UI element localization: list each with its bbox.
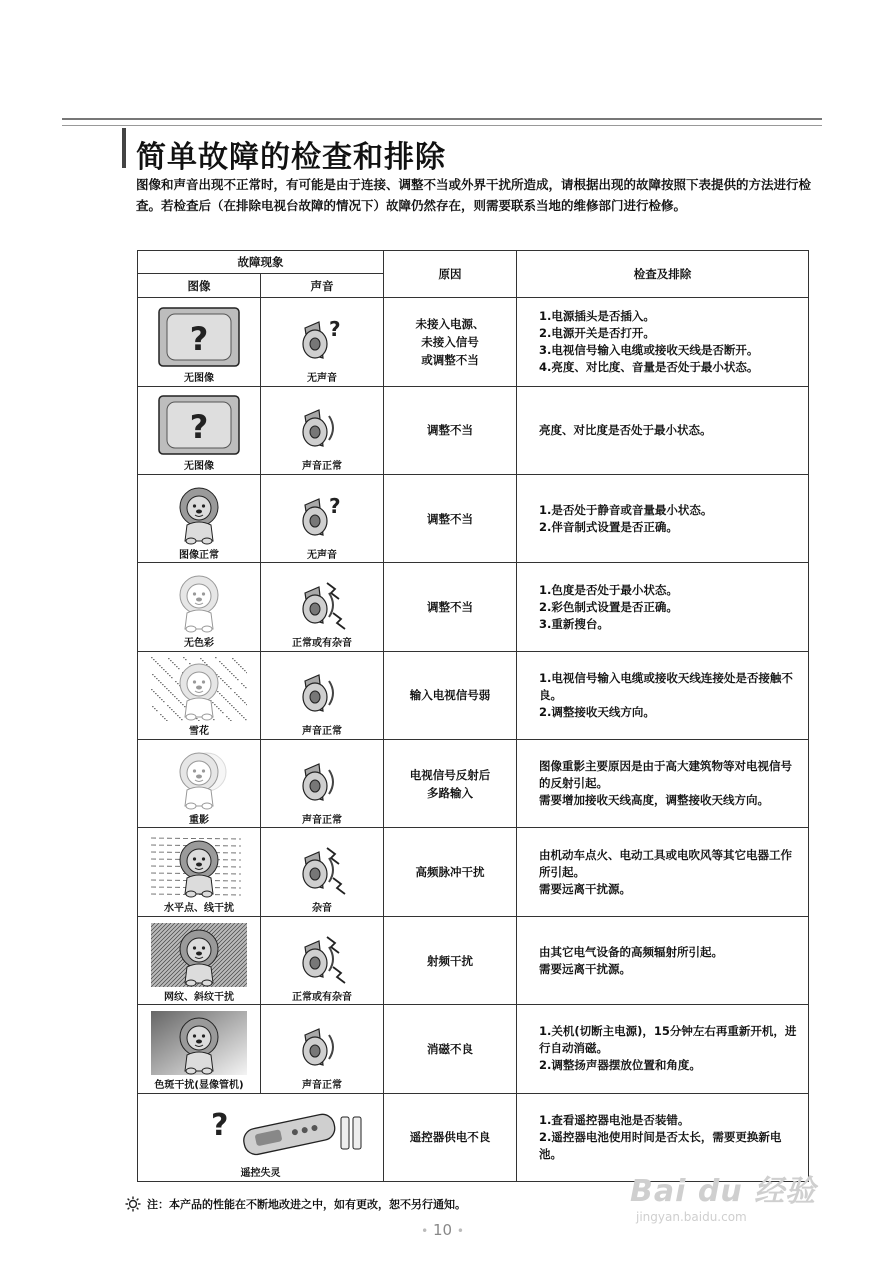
sun-icon bbox=[125, 1196, 141, 1212]
cause-cell bbox=[384, 386, 517, 474]
sound-figure bbox=[261, 300, 383, 384]
fix-line: 需要增加接收天线高度，调整接收天线方向。 bbox=[539, 793, 769, 808]
speaker-icon bbox=[293, 1021, 351, 1075]
picture-cell bbox=[138, 1093, 384, 1181]
cause-line: 输入电视信号弱 bbox=[409, 688, 491, 703]
fix-cell bbox=[517, 828, 809, 916]
sound-figure bbox=[261, 653, 383, 737]
table-row bbox=[138, 828, 809, 916]
fix-line: 1.电视信号输入电缆或接收天线连接处是否接触不良。 bbox=[539, 670, 793, 702]
cause-cell bbox=[384, 1005, 517, 1093]
cause-line: 未接入信号 bbox=[421, 334, 479, 349]
fix-line: 2.电源开关是否打开。 bbox=[539, 325, 655, 340]
picture-figure bbox=[138, 388, 260, 472]
fix-cell bbox=[517, 1005, 809, 1093]
picture-figure bbox=[138, 1007, 260, 1091]
fix-line: 1.是否处于静音或音量最小状态。 bbox=[539, 502, 713, 517]
lion-faded-icon bbox=[151, 569, 247, 633]
table-row bbox=[138, 386, 809, 474]
cause-line: 调整不当 bbox=[427, 423, 473, 438]
cause-line: 消磁不良 bbox=[427, 1041, 473, 1056]
fix-cell bbox=[517, 916, 809, 1004]
sound-cell bbox=[261, 740, 384, 828]
tv-question-icon bbox=[157, 394, 241, 456]
sound-figure bbox=[261, 742, 383, 826]
lion-snow-icon bbox=[151, 657, 247, 721]
speaker-icon bbox=[293, 667, 351, 721]
sound-cell bbox=[261, 651, 384, 739]
page-dot-right: • bbox=[456, 1224, 464, 1238]
cause-line: 遥控器供电不良 bbox=[409, 1130, 491, 1145]
lion-color-spot-icon bbox=[151, 1011, 247, 1075]
cause-cell bbox=[384, 563, 517, 651]
svg-text:?: ? bbox=[189, 408, 209, 447]
speaker-noise-icon bbox=[293, 933, 351, 987]
fix-line: 2.伴音制式设置是否正确。 bbox=[539, 519, 678, 534]
watermark-url: jingyan.baidu.com bbox=[636, 1210, 747, 1224]
sound-cell bbox=[261, 828, 384, 916]
picture-caption: 无图像 bbox=[184, 372, 214, 384]
fix-line: 需要远离干扰源。 bbox=[539, 881, 631, 896]
svg-text:?: ? bbox=[189, 319, 209, 358]
table-row bbox=[138, 563, 809, 651]
sound-cell bbox=[261, 386, 384, 474]
picture-cell bbox=[138, 386, 261, 474]
fix-cell bbox=[517, 298, 809, 386]
fix-line: 2.彩色制式设置是否正确。 bbox=[539, 599, 678, 614]
sound-caption: 杂音 bbox=[312, 903, 332, 915]
intro-text: 图像和声音出现不正常时，有可能是由于连接、调整不当或外界干扰所造成，请根据出现的故障按照下表提供的方法进行检查。若检查后（在排除电视台故障的情况下）故障仍然存在，则需要联系当地的维修部门进行检修。 bbox=[136, 177, 812, 213]
header-sound: 声音 bbox=[261, 274, 384, 298]
table-row bbox=[138, 1005, 809, 1093]
fix-line: 2.遥控器电池使用时间是否太长，需要更换新电池。 bbox=[539, 1129, 782, 1161]
sound-caption: 无声音 bbox=[307, 372, 337, 384]
sound-caption: 正常或有杂音 bbox=[292, 991, 352, 1003]
picture-cell bbox=[138, 740, 261, 828]
sound-figure bbox=[261, 565, 383, 649]
remote-battery-icon bbox=[151, 1099, 371, 1163]
speaker-question-icon bbox=[293, 491, 351, 545]
fix-line: 需要远离干扰源。 bbox=[539, 961, 631, 976]
title-bar bbox=[122, 128, 126, 168]
lion-icon bbox=[151, 481, 247, 545]
sound-cell bbox=[261, 1005, 384, 1093]
svg-text:?: ? bbox=[210, 1108, 228, 1144]
picture-figure bbox=[138, 300, 260, 384]
fix-line: 亮度、对比度是否处于最小状态。 bbox=[539, 422, 712, 437]
picture-caption: 图像正常 bbox=[179, 549, 219, 561]
speaker-icon bbox=[293, 756, 351, 810]
sound-caption: 正常或有杂音 bbox=[292, 638, 352, 649]
picture-figure bbox=[138, 919, 260, 1003]
svg-text:?: ? bbox=[329, 493, 341, 518]
fix-line: 由机动车点火、电动工具或电吹风等其它电器工作所引起。 bbox=[539, 847, 792, 879]
picture-caption: 无色彩 bbox=[184, 638, 214, 649]
troubleshooting-table bbox=[137, 250, 809, 1182]
sound-cell bbox=[261, 298, 384, 386]
top-rule bbox=[62, 118, 822, 126]
cause-cell bbox=[384, 740, 517, 828]
fix-line: 由其它电气设备的高频辐射所引起。 bbox=[539, 944, 723, 959]
picture-cell bbox=[138, 651, 261, 739]
sound-caption: 声音正常 bbox=[302, 461, 342, 473]
table-row bbox=[138, 740, 809, 828]
watermark bbox=[630, 1166, 816, 1224]
fix-line: 1.电源插头是否插入。 bbox=[539, 308, 655, 323]
cause-line: 或调整不当 bbox=[421, 352, 479, 367]
fix-cell bbox=[517, 474, 809, 562]
sound-figure bbox=[261, 919, 383, 1003]
page-number-text: 10 bbox=[432, 1221, 453, 1239]
picture-cell bbox=[138, 298, 261, 386]
page-dot-left: • bbox=[421, 1224, 429, 1238]
fix-line: 3.重新搜台。 bbox=[539, 616, 609, 631]
cause-line: 调整不当 bbox=[427, 600, 473, 614]
cause-cell bbox=[384, 1093, 517, 1181]
sound-caption: 声音正常 bbox=[302, 726, 342, 738]
fix-line: 1.色度是否处于最小状态。 bbox=[539, 582, 678, 597]
sound-caption: 无声音 bbox=[307, 549, 337, 561]
fix-cell bbox=[517, 563, 809, 651]
picture-caption: 无图像 bbox=[184, 461, 214, 473]
cause-cell bbox=[384, 651, 517, 739]
fix-line: 图像重影主要原因是由于高大建筑物等对电视信号的反射引起。 bbox=[539, 759, 792, 791]
cause-line: 多路输入 bbox=[427, 785, 473, 800]
fix-line: 1.查看遥控器电池是否装错。 bbox=[539, 1112, 690, 1127]
picture-figure bbox=[138, 830, 260, 914]
cause-line: 未接入电源、 bbox=[415, 316, 485, 331]
picture-cell bbox=[138, 916, 261, 1004]
lion-mesh-icon bbox=[151, 923, 247, 987]
cause-cell bbox=[384, 916, 517, 1004]
picture-figure bbox=[138, 477, 260, 561]
header-cause: 原因 bbox=[384, 251, 517, 298]
speaker-icon bbox=[293, 402, 351, 456]
picture-caption: 雪花 bbox=[189, 726, 209, 738]
speaker-noise-icon bbox=[293, 844, 351, 898]
speaker-question-icon bbox=[293, 314, 351, 368]
picture-cell bbox=[138, 828, 261, 916]
tv-question-icon bbox=[157, 306, 241, 368]
sound-cell bbox=[261, 563, 384, 651]
svg-text:?: ? bbox=[329, 316, 341, 341]
fix-line: 2.调整接收天线方向。 bbox=[539, 704, 655, 719]
cause-line: 射频干扰 bbox=[427, 953, 473, 968]
picture-figure bbox=[138, 653, 260, 737]
cause-line: 高频脉冲干扰 bbox=[415, 865, 485, 880]
watermark-logo: Bai du 经验 bbox=[630, 1174, 817, 1209]
header-picture: 图像 bbox=[138, 274, 261, 298]
sound-cell bbox=[261, 916, 384, 1004]
picture-caption: 遥控失灵 bbox=[240, 1168, 281, 1180]
cause-cell bbox=[384, 828, 517, 916]
fix-line: 2.调整扬声器摆放位置和角度。 bbox=[539, 1058, 701, 1073]
fix-cell bbox=[517, 740, 809, 828]
picture-figure bbox=[138, 565, 260, 649]
sound-figure bbox=[261, 1007, 383, 1091]
sound-cell bbox=[261, 474, 384, 562]
sound-figure bbox=[261, 830, 383, 914]
speaker-noise-icon bbox=[293, 579, 351, 633]
sound-caption: 声音正常 bbox=[302, 814, 342, 826]
picture-caption: 水平点、线干扰 bbox=[164, 903, 234, 915]
header-symptom: 故障现象 bbox=[138, 251, 384, 274]
fix-line: 4.亮度、对比度、音量是否处于最小状态。 bbox=[539, 359, 759, 374]
table-row bbox=[138, 474, 809, 562]
picture-cell bbox=[138, 563, 261, 651]
cause-line: 电视信号反射后 bbox=[409, 767, 491, 782]
cause-cell bbox=[384, 298, 517, 386]
page-title: 简单故障的检查和排除 bbox=[136, 140, 446, 175]
fix-line: 3.电视信号输入电缆或接收天线是否断开。 bbox=[539, 342, 759, 357]
picture-figure bbox=[138, 742, 260, 826]
table-body bbox=[138, 298, 809, 1182]
cause-line: 调整不当 bbox=[427, 511, 473, 526]
picture-caption: 色斑干扰(显像管机) bbox=[154, 1079, 244, 1091]
fix-cell bbox=[517, 651, 809, 739]
fix-cell bbox=[517, 386, 809, 474]
sound-figure bbox=[261, 388, 383, 472]
lion-ghost-icon bbox=[151, 746, 247, 810]
sound-figure bbox=[261, 477, 383, 561]
picture-figure bbox=[138, 1095, 383, 1179]
picture-cell bbox=[138, 474, 261, 562]
cause-cell bbox=[384, 474, 517, 562]
picture-cell bbox=[138, 1005, 261, 1093]
header-fix: 检查及排除 bbox=[517, 251, 809, 298]
fix-line: 1.关机(切断主电源)，15分钟左右再重新开机，进行自动消磁。 bbox=[539, 1024, 797, 1056]
table-row bbox=[138, 298, 809, 386]
table-row bbox=[138, 651, 809, 739]
footnote bbox=[125, 1196, 466, 1212]
table-row bbox=[138, 916, 809, 1004]
sound-caption: 声音正常 bbox=[302, 1079, 342, 1091]
picture-caption: 重影 bbox=[189, 814, 209, 826]
picture-caption: 网纹、斜纹干扰 bbox=[164, 991, 234, 1003]
lion-lines-icon bbox=[151, 834, 247, 898]
footnote-text: 注：本产品的性能在不断地改进之中，如有更改，恕不另行通知。 bbox=[147, 1198, 466, 1211]
